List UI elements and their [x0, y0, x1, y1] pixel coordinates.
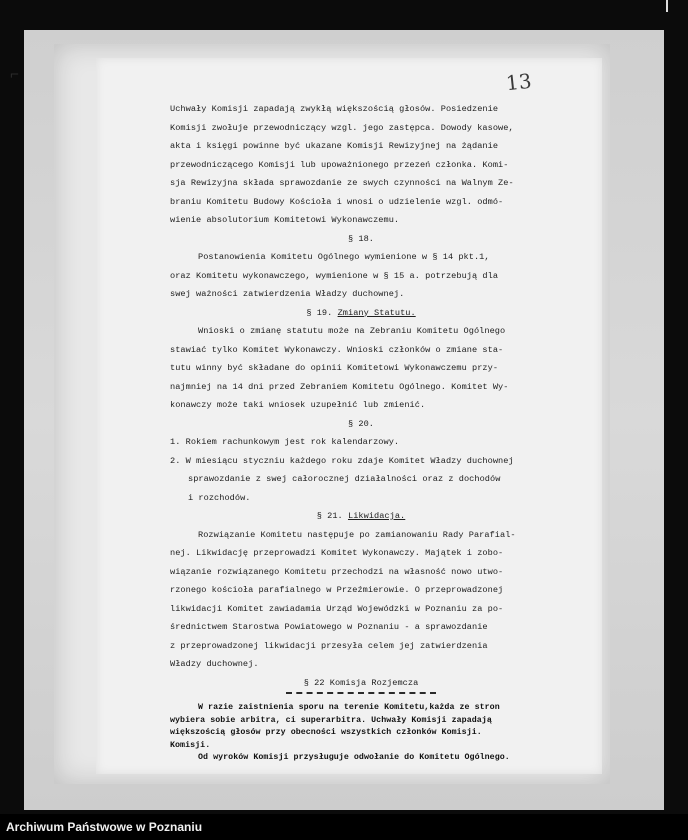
text-line: i rozchodów.	[188, 492, 251, 503]
text-line: Komisji zwołuje przewodniczący wzgl. jego zastępca. Dowody kasowe,	[170, 122, 514, 133]
text-line: sja Rewizyjna składa sprawozdanie ze swych czynności na Walnym Ze-	[170, 178, 514, 188]
text-line: braniu Komitetu Budowy Kościoła i wnosi o udzielenie wzgl. odmó-	[170, 196, 504, 207]
text-line: Władzy duchownej.	[170, 659, 259, 669]
text-line: rzonego kościoła parafialnego w Przeźmierowie. O przeprowadzonej	[170, 585, 504, 595]
text-line: akta i księgi powinne być ukazane Komisji Rewizyjnej na żądanie	[170, 141, 499, 151]
text-line: Uchwały Komisji zapadają zwykłą większością głosów. Posiedzenie	[170, 104, 499, 114]
text-line: tutu winny być składane do opinii Komitetowi Wykonawczemu przy-	[170, 363, 499, 373]
section-19-title: Zmiany Statutu.	[337, 307, 416, 318]
section-18-heading: § 18.	[347, 233, 375, 244]
text-line: średnictwem Starostwa Powiatowego w Poznaniu - a sprawozdanie	[170, 622, 488, 632]
text-line: sprawozdanie z swej całorocznej działalności oraz z dochodów	[188, 474, 501, 484]
list-item: 1. Rokiem rachunkowym jest rok kalendarzowy.	[170, 437, 400, 447]
text-line: wiązanie rozwiązanego Komitetu przechodzi na własność nowo utwo-	[170, 566, 504, 577]
handwritten-page-number: 13	[504, 68, 533, 96]
section-19-heading	[170, 304, 552, 323]
text-line: najmniej na 14 dni przed Zebraniem Komitetu Ogólnego. Komitet Wy-	[170, 381, 509, 392]
text-line: Postanowienia Komitetu Ogólnego wymienione w § 14 pkt.1,	[198, 252, 490, 262]
heading-dashed-underline	[286, 692, 436, 696]
text-line: wybiera sobie arbitra, ci superarbitra. Uchwały Komisji zapadają	[170, 715, 492, 725]
section-21-heading	[170, 507, 552, 526]
archive-footer: Archiwum Państwowe w Poznaniu	[0, 814, 688, 840]
text-line: Komisji.	[170, 740, 211, 750]
text-line: Rozwiązanie Komitetu następuje po zamianowaniu Rady Parafial-	[198, 529, 516, 540]
text-line: W razie zaistnienia sporu na terenie Komitetu,każda ze stron	[198, 703, 500, 712]
section-19-number: § 19.	[306, 307, 333, 318]
text-line: z przeprowadzonej likwidacji przesyła celem jej zatwierdzenia	[170, 640, 488, 651]
section-21-title: Likwidacja.	[347, 511, 406, 521]
text-line: nej. Likwidację przeprowadzi Komitet Wykonawczy. Majątek i zobo-	[170, 548, 504, 558]
text-line: Wnioski o zmianę statutu może na Zebraniu Komitetu Ogólnego	[198, 326, 506, 336]
text-line: przewodniczącego Komisji lub upoważnionego przezeń członka. Komi-	[170, 159, 509, 170]
document-text	[170, 100, 552, 765]
scan-edge-mark	[666, 0, 668, 12]
text-line: wienie absolutorium Komitetowi Wykonawczemu.	[170, 215, 400, 225]
section-21-number: § 21.	[316, 511, 343, 521]
list-item: 2. W miesiącu styczniu każdego roku zdaje Komitet Władzy duchownej	[170, 455, 514, 466]
section-22-heading: § 22 Komisja Rozjemcza	[303, 677, 419, 688]
text-line: swej ważności zatwierdzenia Władzy duchownej.	[170, 289, 405, 299]
text-line: likwidacji Komitet zawiadamia Urząd Wojewódzki w Poznaniu za po-	[170, 603, 504, 614]
text-line: Od wyroków Komisji przysługuje odwołanie do Komitetu Ogólnego.	[198, 753, 510, 762]
text-line: oraz Komitetu wykonawczego, wymienione w § 15 a. potrzebują dla	[170, 270, 499, 281]
text-line: konawczy może taki wniosek uzupełnić lub zmienić.	[170, 400, 426, 410]
text-line: większością głosów przy obecności wszystkich członków Komisji.	[170, 728, 482, 737]
section-20-heading: § 20.	[347, 418, 375, 429]
text-line: stawiać tylko Komitet Wykonawczy. Wnioski członków o zmiane sta-	[170, 344, 504, 355]
side-mark-arrow-icon: ⌐	[10, 66, 19, 83]
